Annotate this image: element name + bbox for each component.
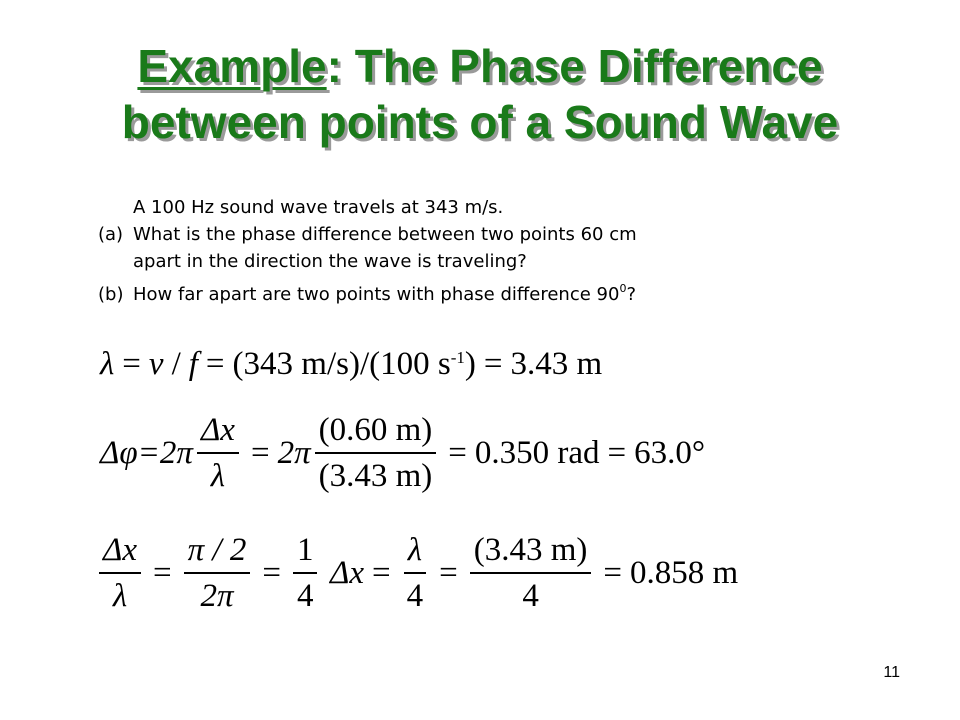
- eq1-equals-a: =: [122, 346, 141, 382]
- eq4-lhs: Δx: [330, 554, 365, 591]
- eq2-frac2-numerator: (0.60 m): [315, 410, 437, 454]
- eq2-fraction-1: [197, 410, 239, 496]
- eq4-frac1-numerator: λ: [404, 530, 426, 574]
- problem-intro: A 100 Hz sound wave travels at 343 m/s.: [133, 197, 504, 218]
- part-b-label: (b): [98, 284, 124, 305]
- eq4-fraction-2: [470, 530, 592, 616]
- title-example-word: Example: [137, 40, 327, 92]
- eq1-superscript: -1: [450, 348, 465, 367]
- title-line-1: [137, 40, 822, 92]
- eq1-part1: (343 m/s)/(100 s: [232, 346, 451, 382]
- eq2-degrees: 63.0°: [634, 434, 706, 471]
- part-a-label: (a): [98, 224, 124, 245]
- eq2-frac1-numerator: Δx: [197, 410, 239, 454]
- eq1-lambda: λ: [100, 346, 115, 382]
- part-a-line-1: [98, 221, 838, 248]
- eq3-fraction-3: [293, 530, 318, 616]
- title-line-1-rest: : The Phase Difference: [326, 40, 823, 92]
- part-b-line: [98, 275, 838, 308]
- page-number: 11: [883, 664, 900, 681]
- eq4-frac2-numerator: (3.43 m): [470, 530, 592, 574]
- problem-statement: [98, 194, 838, 308]
- eq3-fraction-1: [99, 530, 141, 616]
- eq4-equals-a: =: [372, 554, 391, 591]
- eq3-equals-a: =: [153, 554, 172, 591]
- eq2-equals-a: =: [250, 434, 270, 471]
- eq4-fraction-1: [403, 530, 428, 616]
- eq2-frac2-denominator: (3.43 m): [318, 458, 433, 494]
- part-b-end: ?: [626, 284, 636, 305]
- eq2-lhs: Δφ=2π: [100, 434, 193, 471]
- distance-equation: [330, 530, 738, 616]
- eq1-equals-c: =: [483, 346, 503, 382]
- eq4-result: 0.858 m: [630, 554, 739, 591]
- wavelength-equation: [100, 346, 602, 383]
- ratio-equation: [95, 530, 321, 616]
- eq2-equals-b: =: [448, 434, 467, 471]
- eq4-frac2-denominator: 4: [522, 578, 539, 614]
- eq2-equals-c: =: [607, 434, 627, 471]
- eq4-equals-c: =: [603, 554, 623, 591]
- eq3-frac2-denominator: 2π: [200, 578, 234, 614]
- eq1-result: 3.43 m: [510, 346, 603, 382]
- title-line-2: between points of a Sound Wave: [121, 96, 839, 148]
- eq2-frac1-denominator: λ: [210, 458, 226, 494]
- eq1-slash: /: [171, 346, 181, 382]
- eq4-frac1-denominator: 4: [406, 578, 424, 614]
- eq3-frac2-numerator: π / 2: [184, 530, 251, 574]
- eq1-f: f: [188, 346, 198, 382]
- eq1-equals-b: =: [205, 346, 225, 382]
- part-b-superscript: 0: [619, 282, 627, 295]
- part-a-text-2: apart in the direction the wave is traveling?: [133, 251, 527, 272]
- eq3-fraction-2: [184, 530, 251, 616]
- eq3-frac3-denominator: 4: [296, 578, 314, 614]
- part-a-text-1: What is the phase difference between two points 60 cm: [133, 224, 637, 245]
- part-b-text: How far apart are two points with phase difference 90: [133, 284, 620, 305]
- eq2-fraction-2: [315, 410, 437, 496]
- eq3-frac3-numerator: 1: [293, 530, 318, 574]
- eq2-two-pi: 2π: [277, 434, 311, 471]
- slide-title: [0, 38, 960, 150]
- phase-difference-equation: [100, 410, 705, 496]
- eq3-frac1-denominator: λ: [112, 578, 128, 614]
- eq4-equals-b: =: [439, 554, 458, 591]
- eq3-frac1-numerator: Δx: [99, 530, 141, 574]
- eq2-radians: 0.350 rad: [474, 434, 600, 471]
- eq3-equals-b: =: [262, 554, 281, 591]
- eq1-part2: ): [464, 346, 476, 382]
- eq1-v: v: [148, 346, 164, 382]
